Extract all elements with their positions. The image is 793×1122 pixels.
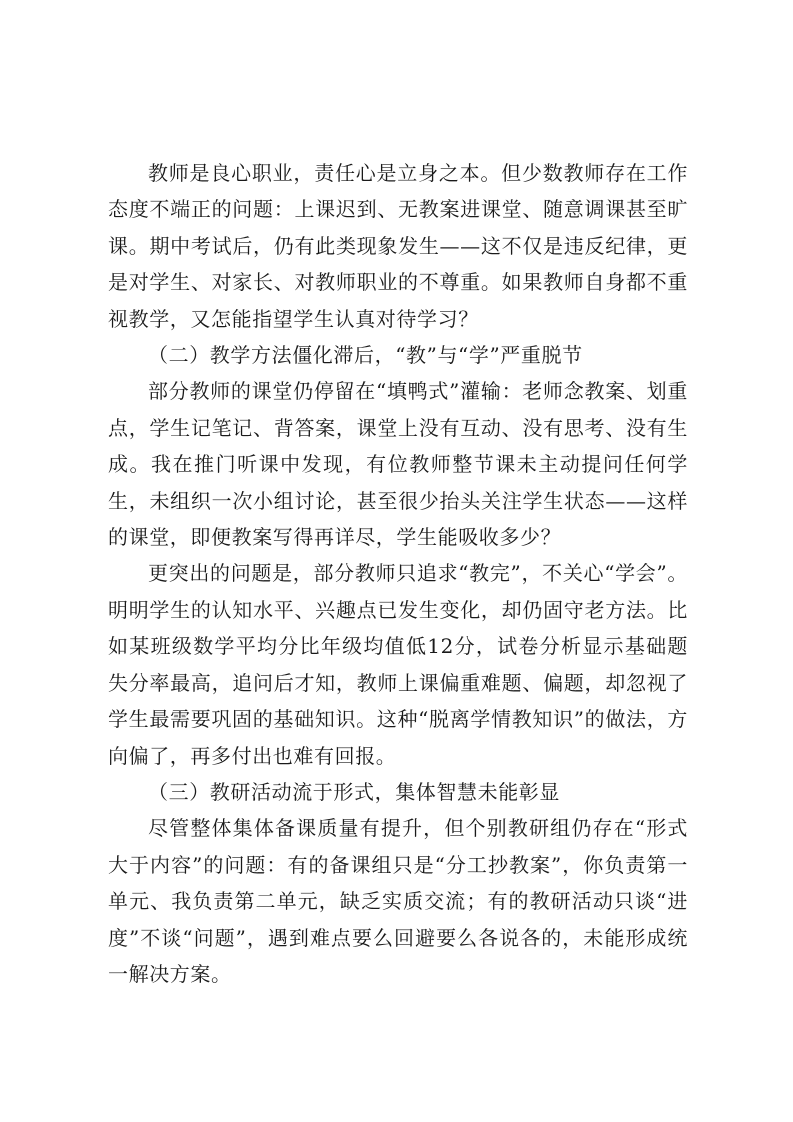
paragraph-lesson-preparation: 尽管整体集体备课质量有提升，但个别教研组仍存在“形式大于内容”的问题：有的备课组只是“分工抄教案”，你负责第一单元、我负责第二单元，缺乏实质交流；有的教研活动只谈“进度”不谈“问题”，遇到难点要么回避要么各说各的，未能形成统一解决方案。: [108, 816, 688, 986]
section-heading-teaching-research: （三）教研活动流于形式，集体智慧未能彰显: [148, 779, 560, 804]
paragraph-classroom-cramming: 部分教师的课堂仍停留在“填鸭式”灌输：老师念教案、划重点，学生记笔记、背答案，课堂上没有互动、没有思考、没有生成。我在推门听课中发现，有位教师整节课未主动提问任何学生，未组织一次小组讨论，甚至很少抬头关注学生状态——这样的课堂，即便教案写得再详尽，学生能吸收多少？: [108, 379, 688, 550]
section-heading-teaching-methods: （二）教学方法僵化滞后，“教”与“学”严重脱节: [148, 343, 583, 368]
document-body: [108, 155, 688, 992]
paragraph-teaching-vs-learning: 更突出的问题是，部分教师只追求“教完”，不关心“学会”。明明学生的认知水平、兴趣点已发生变化，却仍固守老方法。比如某班级数学平均分比年级均值低12分，试卷分析显示基础题失分率最高，追问后才知，教师上课偏重难题、偏题，却忽视了学生最需要巩固的基础知识。这种“脱离学情教知识”的做法，方向偏了，再多付出也难有回报。: [108, 561, 688, 768]
paragraph-teacher-responsibility: 教师是良心职业，责任心是立身之本。但少数教师存在工作态度不端正的问题：上课迟到、无教案进课堂、随意调课甚至旷课。期中考试后，仍有此类现象发生——这不仅是违反纪律，更是对学生、对家长、对教师职业的不尊重。如果教师自身都不重视教学，又怎能指望学生认真对待学习？: [108, 161, 688, 331]
